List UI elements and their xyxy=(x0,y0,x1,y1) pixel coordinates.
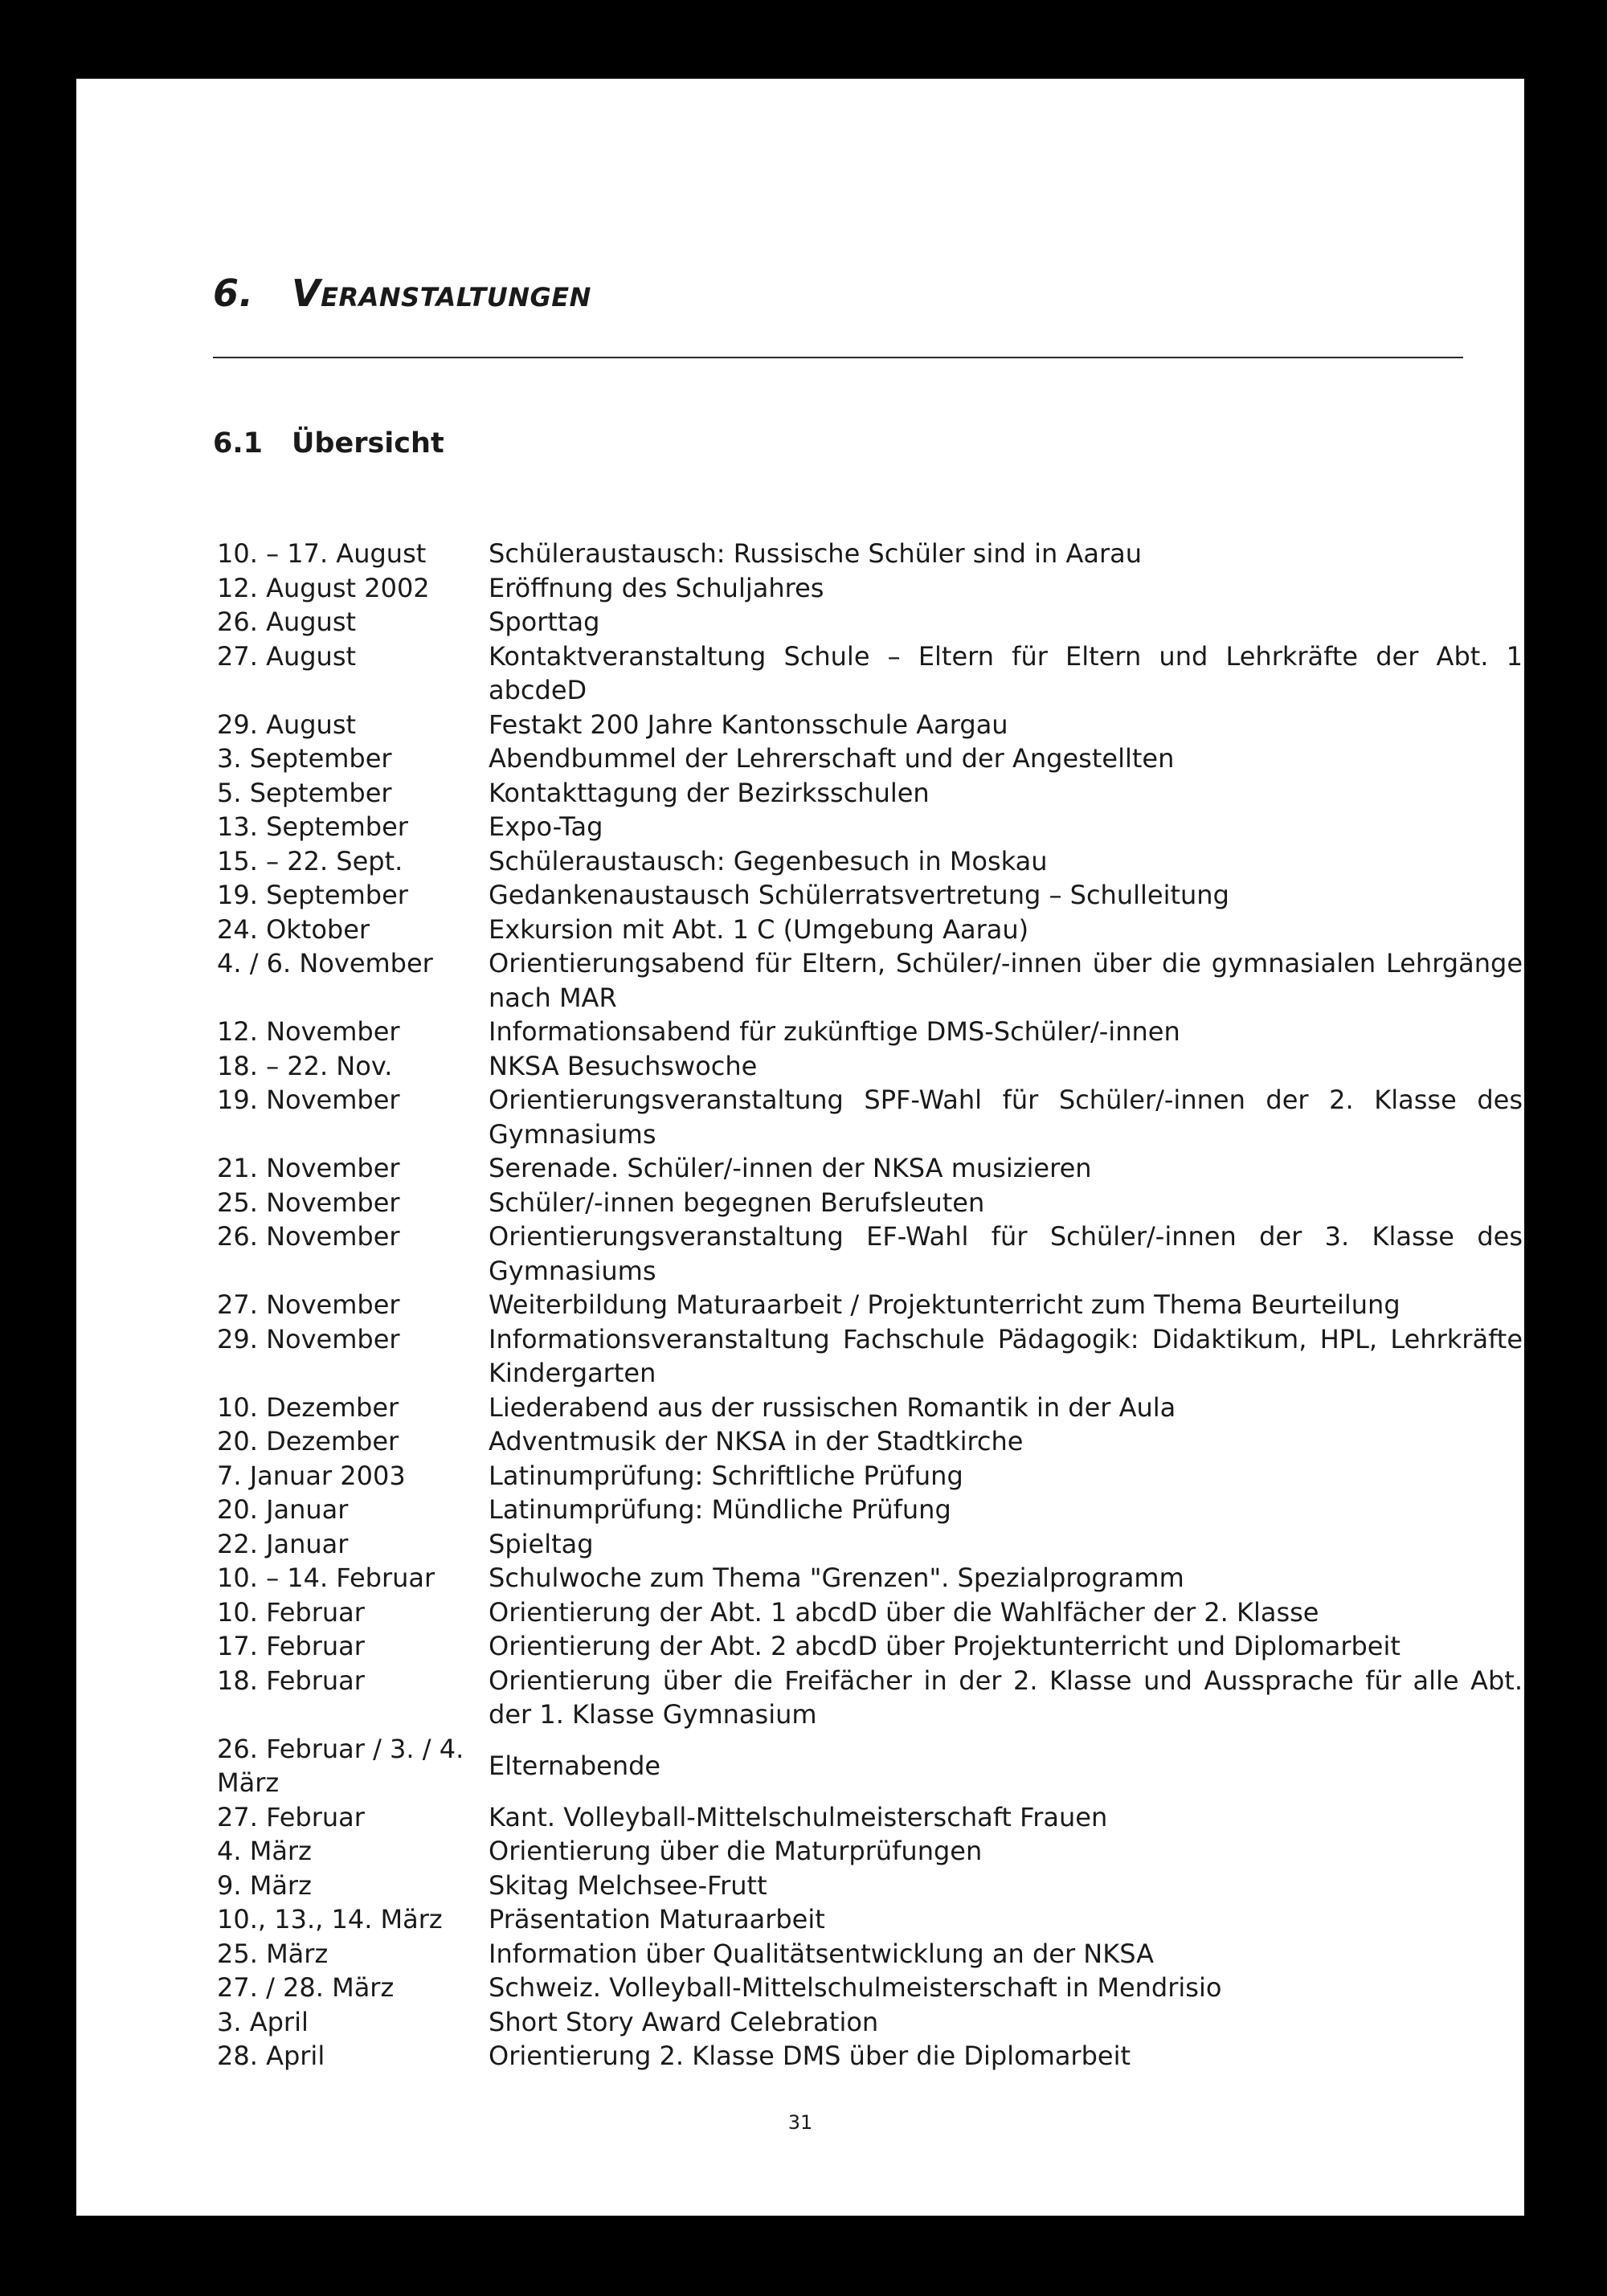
event-date: 26. November xyxy=(217,1221,400,1252)
event-row xyxy=(217,1049,1523,1084)
event-row xyxy=(217,1834,1523,1869)
event-description: Schulwoche zum Thema "Grenzen". Spezialprogramm xyxy=(489,1563,1184,1593)
section-number: 6.1 xyxy=(213,427,264,460)
event-description: Skitag Melchsee-Frutt xyxy=(489,1869,767,1901)
event-row xyxy=(217,1527,1523,1562)
event-row xyxy=(217,1595,1523,1630)
event-date: 18. Februar xyxy=(217,1665,365,1696)
event-description: Eröffnung des Schuljahres xyxy=(489,572,824,603)
chapter-title xyxy=(213,272,591,315)
event-date: 19. November xyxy=(217,1085,400,1115)
event-description: Orientierung 2. Klasse DMS über die Diplomarbeit xyxy=(489,2041,1131,2071)
event-row xyxy=(217,776,1523,811)
event-date: 4. / 6. November xyxy=(217,948,433,978)
event-description: Informationsveranstaltung Fachschule Pädagogik: Didaktikum, HPL, Lehrkräfte Kindergarten xyxy=(489,1323,1523,1388)
event-description: Elternabende xyxy=(489,1750,661,1781)
event-date: 24. Oktober xyxy=(217,913,370,945)
section-title xyxy=(213,427,444,460)
event-date: 27. November xyxy=(217,1289,400,1320)
event-date: 3. April xyxy=(217,2006,309,2037)
event-row xyxy=(217,1629,1523,1664)
event-date: 27. Februar xyxy=(217,1801,365,1832)
event-row xyxy=(217,1800,1523,1835)
event-date: 22. Januar xyxy=(217,1528,349,1559)
event-description: Schweiz. Volleyball-Mittelschulmeisterschaft in Mendrisio xyxy=(489,1972,1222,2003)
event-description: Latinumprüfung: Mündliche Prüfung xyxy=(489,1494,951,1525)
event-description: Spieltag xyxy=(489,1528,594,1559)
event-row xyxy=(217,1219,1523,1288)
event-description: Exkursion mit Abt. 1 C (Umgebung Aarau) xyxy=(489,913,1029,945)
event-row xyxy=(217,913,1523,947)
event-row xyxy=(217,1732,1523,1800)
event-description: Orientierung der Abt. 2 abcdD über Projektunterricht und Diplomarbeit xyxy=(489,1631,1401,1661)
event-row xyxy=(217,1459,1523,1493)
event-row xyxy=(217,639,1523,708)
event-description: Short Story Award Celebration xyxy=(489,2006,879,2037)
event-date: 5. September xyxy=(217,777,392,808)
event-description: Serenade. Schüler/-innen der NKSA musizieren xyxy=(489,1153,1092,1183)
event-date: 20. Januar xyxy=(217,1494,349,1525)
event-date: 17. Februar xyxy=(217,1631,365,1661)
event-date: 18. – 22. Nov. xyxy=(217,1050,393,1081)
event-date: 7. Januar 2003 xyxy=(217,1460,406,1491)
event-row xyxy=(217,1015,1523,1049)
event-row xyxy=(217,1322,1523,1391)
event-row xyxy=(217,1971,1523,2005)
event-date: 25. März xyxy=(217,1938,329,1969)
event-description: Sporttag xyxy=(489,607,600,637)
event-date: 3. September xyxy=(217,743,392,774)
event-description: Abendbummel der Lehrerschaft und der Angestellten xyxy=(489,743,1175,774)
event-date: 19. September xyxy=(217,880,408,910)
event-row xyxy=(217,571,1523,606)
event-description: Schüler/-innen begegnen Berufsleuten xyxy=(489,1187,985,1218)
event-date: 10. – 14. Februar xyxy=(217,1563,435,1593)
event-date: 21. November xyxy=(217,1153,400,1183)
event-row xyxy=(217,1083,1523,1151)
event-description: Weiterbildung Maturaarbeit / Projektunterricht zum Thema Beurteilung xyxy=(489,1289,1401,1320)
event-date: 10. – 17. August xyxy=(217,538,427,569)
event-description: Orientierungsabend für Eltern, Schüler/-innen über die gymnasialen Lehrgänge nach MAR xyxy=(489,948,1523,1013)
event-description: Orientierung über die Maturprüfungen xyxy=(489,1836,983,1866)
event-description: Orientierung über die Freifächer in der 2. Klasse und Aussprache für alle Abt. der 1. Klasse Gymnasium xyxy=(489,1665,1523,1730)
event-date: 20. Dezember xyxy=(217,1426,399,1456)
event-row xyxy=(217,1391,1523,1425)
event-date: 26. Februar / 3. / 4. März xyxy=(217,1733,464,1798)
page-number: 31 xyxy=(787,2111,813,2134)
chapter-number: 6. xyxy=(213,272,254,315)
event-row xyxy=(217,1869,1523,1903)
chapter-title-text: Veranstaltungen xyxy=(292,272,591,315)
event-description: Orientierung der Abt. 1 abcdD über die Wahlfächer der 2. Klasse xyxy=(489,1596,1319,1628)
event-date: 10. Februar xyxy=(217,1596,365,1628)
event-description: Kontaktveranstaltung Schule – Eltern für Eltern und Lehrkräfte der Abt. 1 abcdeD xyxy=(489,640,1523,705)
event-row xyxy=(217,1288,1523,1322)
event-description: Expo-Tag xyxy=(489,811,603,842)
event-description: Orientierungsveranstaltung EF-Wahl für Schüler/-innen der 3. Klasse des Gymnasiums xyxy=(489,1221,1523,1286)
event-description: NKSA Besuchswoche xyxy=(489,1050,758,1081)
events-table-body xyxy=(217,537,1523,2073)
event-description: Adventmusik der NKSA in der Stadtkirche xyxy=(489,1426,1024,1456)
event-date: 28. April xyxy=(217,2041,325,2071)
event-description: Kontakttagung der Bezirksschulen xyxy=(489,777,930,808)
event-row xyxy=(217,708,1523,742)
event-row xyxy=(217,1664,1523,1732)
event-date: 25. November xyxy=(217,1187,400,1218)
event-row xyxy=(217,1493,1523,1527)
event-description: Orientierungsveranstaltung SPF-Wahl für Schüler/-innen der 2. Klasse des Gymnasiums xyxy=(489,1085,1523,1150)
event-date: 4. März xyxy=(217,1836,312,1866)
section-title-text: Übersicht xyxy=(292,427,444,460)
event-row xyxy=(217,1151,1523,1186)
chapter-divider xyxy=(213,357,1463,358)
event-date: 10. Dezember xyxy=(217,1391,399,1423)
event-date: 12. November xyxy=(217,1016,400,1047)
event-date: 15. – 22. Sept. xyxy=(217,845,403,876)
event-row xyxy=(217,810,1523,844)
event-date: 29. August xyxy=(217,709,357,740)
event-description: Information über Qualitätsentwicklung an der NKSA xyxy=(489,1938,1154,1969)
event-date: 29. November xyxy=(217,1323,400,1354)
event-row xyxy=(217,1561,1523,1595)
document-page xyxy=(76,79,1524,2216)
event-date: 9. März xyxy=(217,1869,312,1901)
event-description: Festakt 200 Jahre Kantonsschule Aargau xyxy=(489,709,1008,740)
events-table xyxy=(217,537,1523,2073)
event-row xyxy=(217,2039,1523,2073)
event-date: 27. / 28. März xyxy=(217,1972,395,2003)
event-row xyxy=(217,1424,1523,1459)
event-row xyxy=(217,605,1523,639)
event-row xyxy=(217,878,1523,913)
event-description: Latinumprüfung: Schriftliche Prüfung xyxy=(489,1460,963,1491)
event-date: 12. August 2002 xyxy=(217,572,430,603)
event-description: Präsentation Maturaarbeit xyxy=(489,1904,825,1934)
event-row xyxy=(217,1937,1523,1971)
event-row xyxy=(217,1902,1523,1937)
event-row xyxy=(217,537,1523,571)
event-row xyxy=(217,946,1523,1015)
event-description: Gedankenaustausch Schülerratsvertretung – Schulleitung xyxy=(489,880,1229,910)
event-row xyxy=(217,2005,1523,2040)
event-row xyxy=(217,742,1523,776)
event-date: 27. August xyxy=(217,640,357,672)
event-date: 10., 13., 14. März xyxy=(217,1904,443,1934)
event-description: Liederabend aus der russischen Romantik in der Aula xyxy=(489,1391,1176,1423)
event-row xyxy=(217,844,1523,879)
event-description: Schüleraustausch: Gegenbesuch in Moskau xyxy=(489,845,1048,876)
event-description: Schüleraustausch: Russische Schüler sind in Aarau xyxy=(489,538,1143,569)
event-description: Informationsabend für zukünftige DMS-Schüler/-innen xyxy=(489,1016,1180,1047)
event-date: 26. August xyxy=(217,607,357,637)
event-description: Kant. Volleyball-Mittelschulmeisterschaft Frauen xyxy=(489,1801,1108,1832)
event-date: 13. September xyxy=(217,811,408,842)
event-row xyxy=(217,1186,1523,1220)
